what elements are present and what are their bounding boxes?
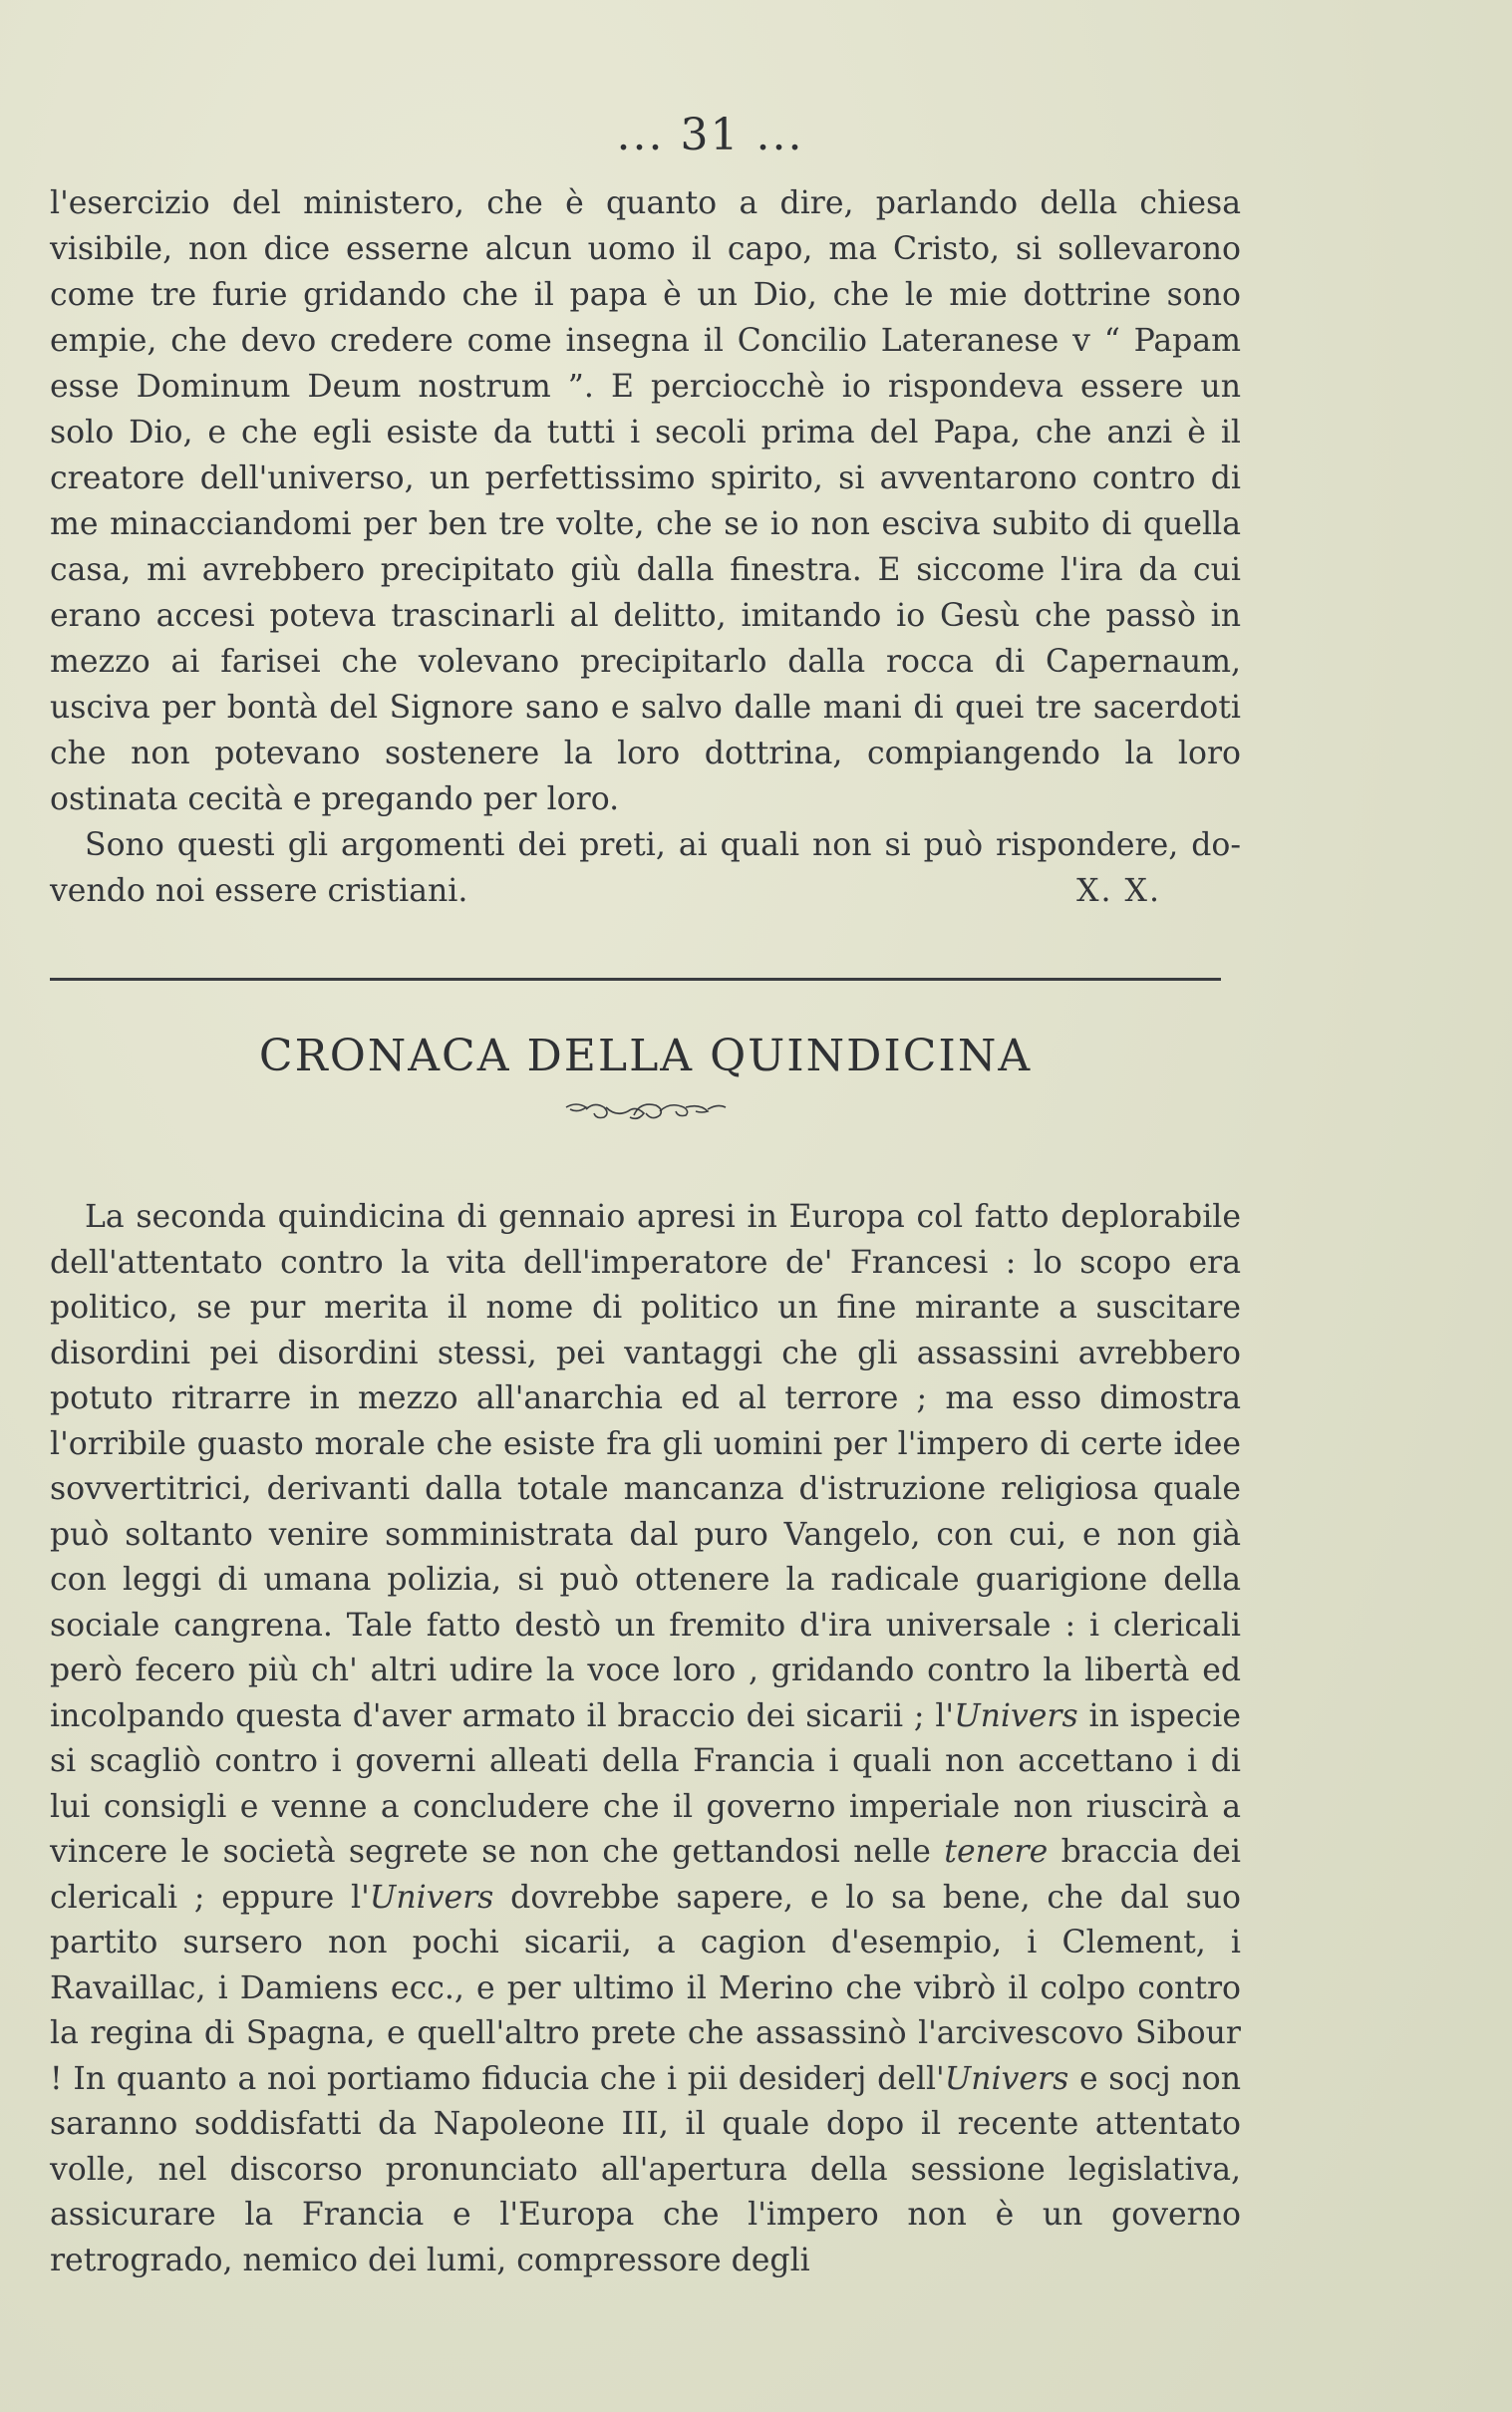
univers-title-3: Univers <box>944 2060 1069 2097</box>
closing-paragraph-end: vendo noi essere cristiani. <box>50 873 468 909</box>
signature: X. X. <box>1076 873 1161 909</box>
letter-paragraph: l'esercizio del ministero, che è quanto a dire, parlando della chiesa visibile, non dice esserne alcun uomo il capo, ma Cristo, si sollevarono come tre furie gridando che il papa è un Dio, che le mie dottrine sono empie, che devo credere come insegna il Concilio Lateranese v “ Papam esse Dominum Deum nostrum ”. E perciocchè io rispondeva essere un solo Dio, e che egli esiste da tutti i secoli prima del Papa, che anzi è il creatore dell'universo, un perfettissimo spirito, si avventarono contro di me minacciandomi per ben tre volte, che se io non esciva subito di quella casa, mi avrebbero precipitato giù dalla finestra. E siccome l'ira da cui erano accesi poteva trascinarli al delitto, imitando io Gesù che passò in mezzo ai farisei che volevano precipitarlo dalla rocca di Capernaum, usciva per bontà del Signore sano e salvo dalle mani di quei tre sacerdoti che non potevano sostenere la loro dottrina, compiangendo la loro ostinata cecità e pregando per loro. <box>50 185 1241 817</box>
chronicle-text-4: dovrebbe sapere, e lo sa bene, che dal suo partito sursero non pochi sicarii, a cagion d'esempio, i Clement, i Ravaillac, i Damiens ecc., e per ultimo il Merino che vibrò il colpo contro la regina di Spagna, e quell'altro prete che assassinò l'arcivescovo Sibour ! In quanto a noi portiamo fiducia che i pii desiderj dell' <box>50 1879 1242 2097</box>
chronicle-text-5: e socj non saranno soddisfatti da Napoleone III, il quale dopo il recente attentato volle, nel discorso pronunciato all'apertura della sessione legislativa, assicurare la Francia e l'Europa che l'impero non è un governo retrogrado, nemico dei lumi, compressore degli <box>50 2060 1241 2278</box>
univers-title-2: Univers <box>369 1879 494 1916</box>
chronicle-text-2: in ispecie si scagliò contro i governi alleati della Francia i quali non accettano i di lui consigli e venne a concludere che il governo imperiale non riuscirà a vincere le società segrete se non che gettandosi nelle <box>50 1697 1242 1870</box>
closing-paragraph: Sono questi gli argomenti dei preti, ai quali non si può rispondere, do- <box>85 827 1241 863</box>
chronicle-text-3: braccia dei clericali ; eppure l' <box>50 1834 1241 1916</box>
chronicle-text-1: La seconda quindicina di gennaio apresi in Europa col fatto deplorabile dell'attentato contro la vita dell'imperatore de' Francesi : lo scopo era politico, se pur merita il nome di politico un fine mirante a suscitare disordini pei disordini stessi, pei vantaggi che gli assassini avrebbero potuto ritrarre in mezzo all'anarchia ed al terrore ; ma esso dimostra l'orribile guasto morale che esiste fra gli uomini per l'impero di certe idee sovvertitrici, derivanti dalla totale mancanza d'istruzione religiosa quale può soltanto venire somministrata dal puro Vangelo, con cui, e non già con leggi di umana polizia, si può ottenere la radicale guarigione della sociale cangrena. Tale fatto destò un fremito d'ira universale : i clericali però fecero più ch' altri udire la voce loro , gridando contro la libertà ed incolpando questa d'aver armato il braccio dei sicarii ; l' <box>50 1199 1241 1734</box>
section-divider <box>50 978 1221 981</box>
chronicle-body <box>50 1195 1241 2283</box>
page-number: ... 31 ... <box>616 110 804 160</box>
chronicle-paragraph <box>50 1195 1241 2283</box>
ornamental-flourish-icon <box>556 1095 736 1125</box>
closing-line <box>50 868 1241 914</box>
tenere-emphasis: tenere <box>944 1834 1049 1870</box>
page <box>50 110 1241 2283</box>
univers-title-1: Univers <box>954 1697 1078 1734</box>
section-title: CRONACA DELLA QUINDICINA <box>258 1031 1033 1081</box>
